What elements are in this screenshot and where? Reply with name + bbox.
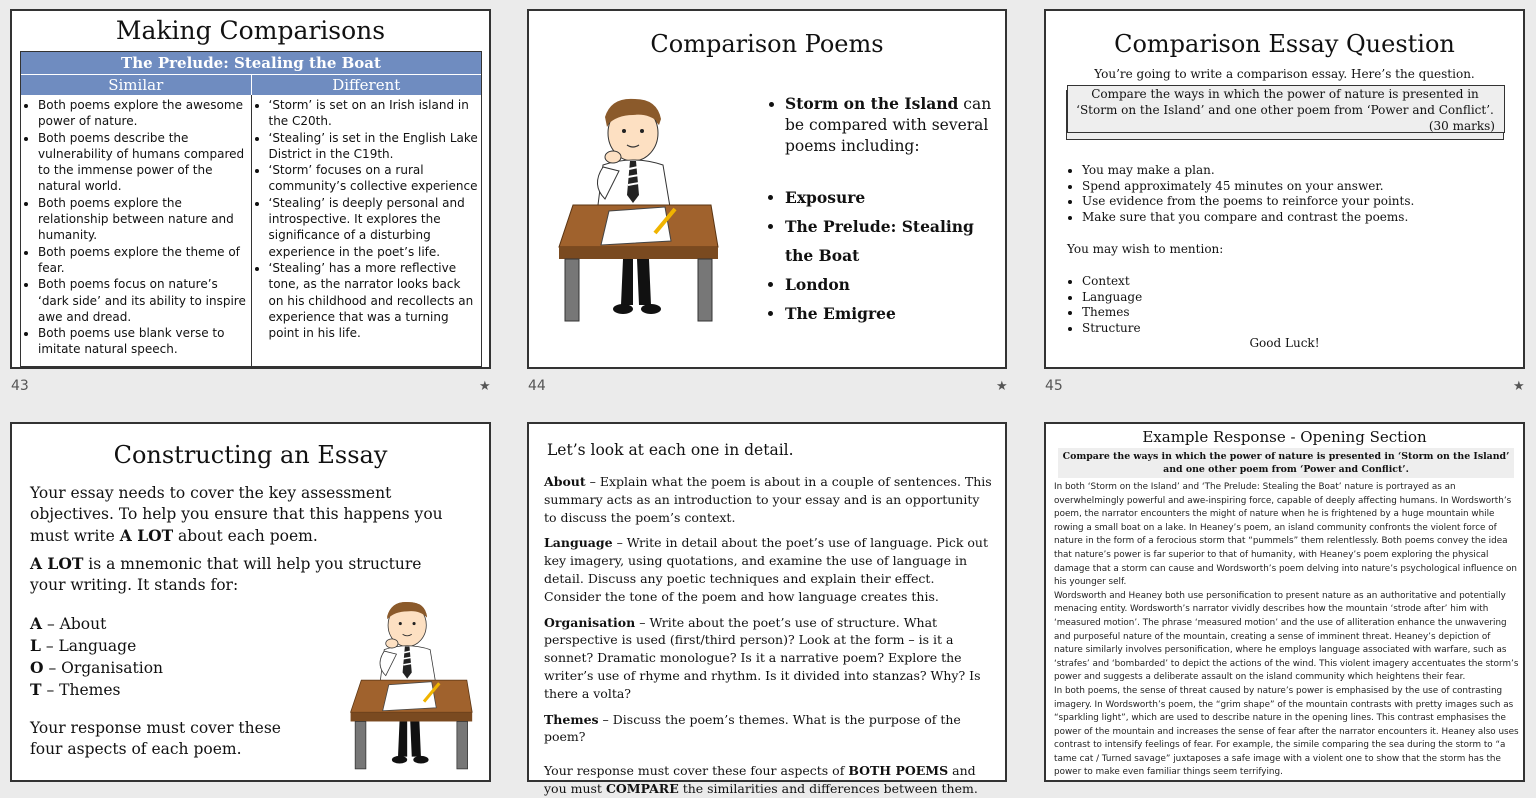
slide-thumbnail-44[interactable] bbox=[527, 9, 1007, 369]
poem-item: • The Prelude: Stealing the Boat bbox=[785, 212, 999, 270]
slide-thumbnail-43[interactable] bbox=[10, 9, 491, 369]
similar-item: • Both poems describe the vulnerability of humans compared to the immense power of the natural world. bbox=[38, 130, 248, 195]
question-box bbox=[1066, 87, 1504, 140]
mention-item: • Context bbox=[1082, 274, 1142, 290]
poem-item: • Exposure bbox=[785, 183, 999, 212]
mnemonic-item: T – Themes bbox=[30, 680, 121, 699]
different-item: • ‘Stealing’ has a more reflective tone, as the narrator looks back on his childhood and recollects an experience that was a turning point in his life. bbox=[269, 260, 479, 341]
example-response bbox=[1054, 481, 1520, 780]
tip-item: • Make sure that you compare and contrast the poems. bbox=[1082, 210, 1506, 226]
slide-title: Example Response - Opening Section bbox=[1142, 428, 1427, 446]
poem-item: • London bbox=[785, 270, 999, 299]
mnemonic-list bbox=[30, 613, 163, 701]
star-icon[interactable]: ★ bbox=[1513, 379, 1525, 394]
mnemonic-text: is a mnemonic that will help you structure your writing. It stands for: bbox=[30, 555, 422, 594]
slide-thumbnail-47[interactable] bbox=[527, 422, 1007, 796]
closing-text: Your response must cover these four aspects of each poem. bbox=[30, 719, 281, 758]
tips-list bbox=[1066, 163, 1506, 225]
poem-item: • The Emigree bbox=[785, 299, 999, 328]
intro-text: Your essay needs to cover the key assessment objectives. To help you ensure that this happens you must write bbox=[30, 484, 443, 545]
similar-item: • Both poems explore the relationship between nature and humanity. bbox=[38, 195, 248, 244]
mention-item: • Themes bbox=[1082, 305, 1142, 321]
student-at-desk-illustration bbox=[346, 594, 476, 774]
section-about: About – Explain what the poem is about in a couple of sentences. This summary acts as an introduction to your essay and is an opportunity to discuss the poem’s context. bbox=[544, 474, 992, 525]
section-organisation: Organisation – Write about the poet’s use of structure. What perspective is used (first/third person)? Look at the form – is it a sonnet? Dramatic monologue? Is it a narrative poem? Explore the writer’s use of rhyme and rhythm. Is it divided into stanzas? Why? Is there a volta? bbox=[544, 614, 981, 701]
slide-title: Comparison Poems bbox=[650, 30, 884, 58]
intro-paragraph bbox=[30, 483, 478, 547]
question-box bbox=[1058, 448, 1514, 478]
student-at-desk-illustration bbox=[553, 95, 723, 325]
column-header-different: Different bbox=[332, 76, 401, 94]
slide-number: 45 bbox=[1045, 378, 1063, 394]
poems-list bbox=[767, 93, 999, 328]
marks: (30 marks) bbox=[1428, 119, 1495, 133]
tip-item: • Use evidence from the poems to reinforce your points. bbox=[1082, 194, 1506, 210]
mnemonic-paragraph bbox=[30, 553, 460, 596]
similar-item: • Both poems focus on nature’s ‘dark side’ and its ability to inspire awe and dread. bbox=[38, 276, 248, 325]
mnemonic-item: L – Language bbox=[30, 636, 137, 655]
question-text: Compare the ways in which the power of nature is presented in ‘Storm on the Island’ and one other poem from ‘Power and Conflict’. bbox=[1076, 87, 1494, 117]
response-paragraph: In both poems, the sense of threat caused by nature’s power is emphasised by the use of contrasting imagery. In Wordsworth’s poem, the “grim shape” of the mountain contrasts with pretty images such as “sparkling light”, which are used to describe nature in the opening lines. This contrast emphasises the power of the mountain and increases the sense of fear after the narrator encounters it. Heaney also uses contrast to intensify feelings of fear. For example, the simile comparing the sea during the storm to “a tame cat / Turned savage” juxtaposes a safe image with a violent one to show that the storm has the power to make even familiar things seem terrifying. bbox=[1054, 685, 1519, 778]
intro-heading: Let’s look at each one in detail. bbox=[547, 441, 794, 459]
good-luck: Good Luck! bbox=[1249, 336, 1320, 350]
section-language: Language – Write in detail about the poet’s use of language. Pick out key imagery, using quotations, and examine the use of language in detail. Discuss any poetic techniques and explain their effect. Consider the tone of the poem and how language creates this. bbox=[544, 535, 988, 604]
different-item: • ‘Stealing’ is deeply personal and introspective. It explores the significance of a disturbing experience in the poet’s life. bbox=[269, 195, 479, 260]
sections bbox=[544, 473, 994, 798]
intro-poem-name: Storm on the Island bbox=[785, 94, 959, 113]
mention-label: You may wish to mention: bbox=[1067, 242, 1224, 256]
slide-number: 43 bbox=[11, 378, 29, 394]
similar-column bbox=[21, 95, 252, 367]
mention-item: • Structure bbox=[1082, 321, 1142, 337]
mnemonic: A LOT bbox=[30, 554, 84, 573]
star-icon[interactable]: ★ bbox=[996, 379, 1008, 394]
mnemonic-item: O – Organisation bbox=[30, 658, 164, 677]
intro-text-end: about each poem. bbox=[173, 527, 318, 545]
mention-item: • Language bbox=[1082, 290, 1142, 306]
tip-item: • You may make a plan. bbox=[1082, 163, 1506, 179]
similar-item: • Both poems use blank verse to imitate natural speech. bbox=[38, 325, 248, 358]
similar-item: • Both poems explore the theme of fear. bbox=[38, 244, 248, 277]
different-item: • ‘Storm’ is set on an Irish island in the C20th. bbox=[269, 97, 479, 130]
mnemonic-item: A – About bbox=[30, 614, 107, 633]
similar-item: • Both poems explore the awesome power of nature. bbox=[38, 97, 248, 130]
tip-item: • Spend approximately 45 minutes on your answer. bbox=[1082, 179, 1506, 195]
slide-thumbnail-48[interactable] bbox=[1044, 422, 1525, 782]
column-header-similar: Similar bbox=[21, 75, 252, 95]
slide-thumbnail-45[interactable] bbox=[1044, 9, 1525, 369]
response-paragraph: Wordsworth and Heaney both use personification to present nature as an authoritative and potentially menacing entity. Wordsworth’s narrator vividly describes how the mountain ‘strode after’ him with ‘measured motion’. The phrase ‘measured motion’ and the use of alliteration enhance the unwavering and purposeful nature of the mountain, creating a sense of imminent threat. Heaney’s depiction of nature similarly involves personification, where he employs language associated with warfare, such as ‘strafes’ and ‘bombarded’ to depict the actions of the wind. This violent imagery accentuates the storm’s power and suggests a deliberate assault on the island community which heightens their fear. bbox=[1054, 590, 1519, 683]
intro-item bbox=[785, 93, 999, 157]
slide-title: Making Comparisons bbox=[115, 16, 386, 45]
section-themes: Themes – Discuss the poem’s themes. What is the purpose of the poem? bbox=[544, 711, 961, 745]
intro-text: can be compared with several poems including: bbox=[785, 95, 992, 155]
subtitle: You’re going to write a comparison essay. Here’s the question. bbox=[1094, 67, 1475, 81]
slide-title: Constructing an Essay bbox=[113, 441, 388, 469]
response-paragraph: In both ‘Storm on the Island’ and ‘The Prelude: Stealing the Boat’ nature is portrayed as an overwhelmingly powerful and awe-inspiring force, capable of deeply affecting humans. In Wordsworth’s poem, the narrator encounters the might of nature when he is frightened by a huge mountain while rowing a small boat on a lake. In Heaney’s poem, an island community confronts the violent force of nature in the form of a ferocious storm that “pummels” them relentlessly. Both poems convey the idea that nature’s power is far superior to that of humanity, with Heaney’s poem exploring the physical damage that a storm can cause and Wordsworth’s poem delving into nature’s psychological influence on his younger self. bbox=[1054, 482, 1517, 588]
closing-paragraph: Your response must cover these four aspects of BOTH POEMS and you must COMPARE the similarities and differences between them. bbox=[544, 763, 978, 796]
mention-list bbox=[1066, 274, 1142, 336]
slide-number: 44 bbox=[528, 378, 546, 394]
star-icon[interactable]: ★ bbox=[479, 379, 491, 394]
slide-thumbnail-46[interactable] bbox=[10, 422, 491, 782]
slide-title: Comparison Essay Question bbox=[1114, 30, 1455, 58]
comparison-table bbox=[20, 51, 482, 367]
different-item: • ‘Stealing’ is set in the English Lake District in the C19th. bbox=[269, 130, 479, 163]
different-column bbox=[252, 95, 482, 367]
table-title: The Prelude: Stealing the Boat bbox=[21, 52, 481, 75]
different-item: • ‘Storm’ focuses on a rural community’s collective experience bbox=[269, 162, 479, 195]
question-text: Compare the ways in which the power of nature is presented in ‘Storm on the Island’ and one other poem from ‘Power and Conflict’. bbox=[1062, 451, 1510, 475]
mnemonic: A LOT bbox=[119, 526, 174, 545]
